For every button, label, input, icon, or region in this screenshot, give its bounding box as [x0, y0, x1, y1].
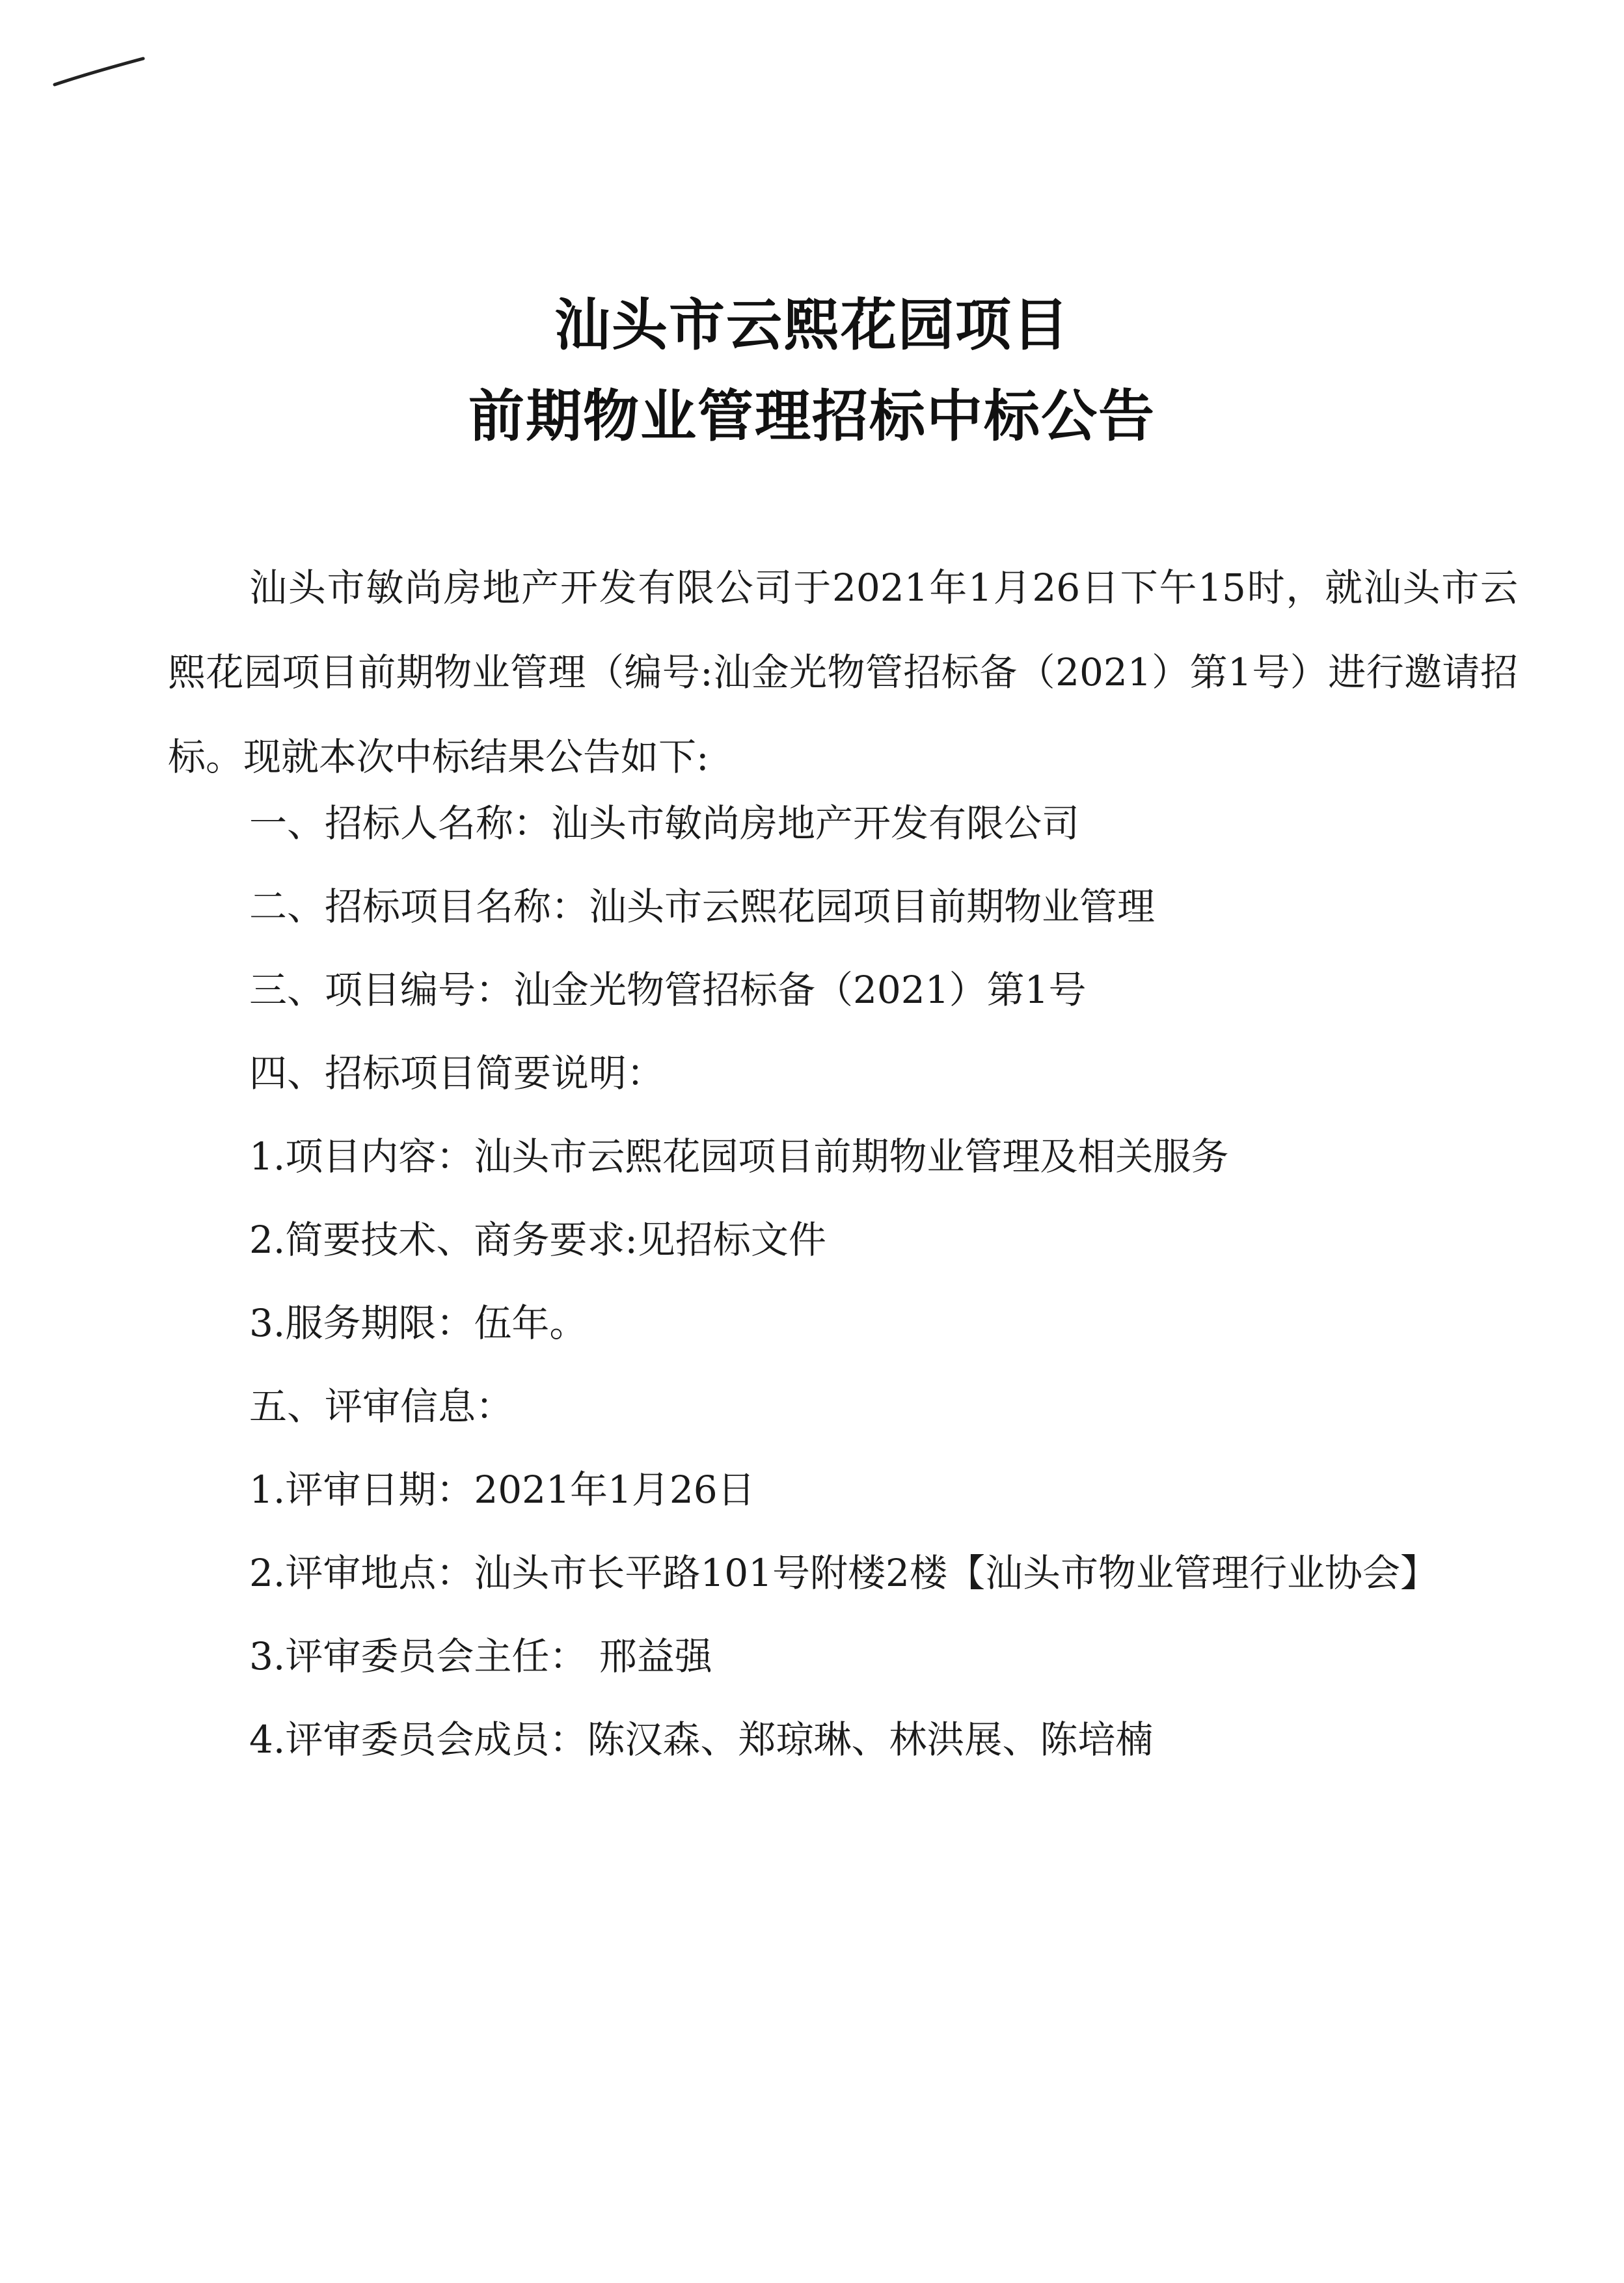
- item-committee-members: 4.评审委员会成员：陈汉森、郑琼琳、林洪展、陈培楠: [249, 1717, 1154, 1762]
- item-review-location: 2.评审地点：汕头市长平路101号附楼2楼【汕头市物业管理行业协会】: [249, 1551, 1438, 1595]
- item-tenderer-name: 一、招标人名称：汕头市敏尚房地产开发有限公司: [249, 801, 1080, 845]
- item-technical-requirements: 2.简要技术、商务要求:见招标文件: [249, 1218, 826, 1262]
- title-line-2: 前期物业管理招标中标公告: [468, 384, 1156, 449]
- title-line-1: 汕头市云熙花园项目: [554, 293, 1070, 358]
- item-committee-chair: 3.评审委员会主任： 邢益强: [249, 1634, 712, 1678]
- item-project-summary-heading: 四、招标项目简要说明：: [249, 1051, 665, 1095]
- item-review-info-heading: 五、评审信息：: [249, 1384, 514, 1429]
- item-project-name: 二、招标项目名称：汕头市云熙花园项目前期物业管理: [249, 884, 1156, 929]
- item-project-number: 三、项目编号：汕金光物管招标备（2021）第1号: [249, 968, 1087, 1012]
- pen-stroke-mark: [51, 53, 148, 92]
- item-review-date: 1.评审日期：2021年1月26日: [249, 1468, 755, 1512]
- item-service-period: 3.服务期限：伍年。: [249, 1301, 588, 1345]
- item-project-content: 1.项目内容：汕头市云熙花园项目前期物业管理及相关服务: [249, 1134, 1229, 1179]
- intro-paragraph: 汕头市敏尚房地产开发有限公司于2021年1月26日下午15时，就汕头市云熙花园项目前期物业管理（编号:汕金光物管招标备（2021）第1号）进行邀请招标。现就本次中标结果公告如下:: [168, 566, 1518, 779]
